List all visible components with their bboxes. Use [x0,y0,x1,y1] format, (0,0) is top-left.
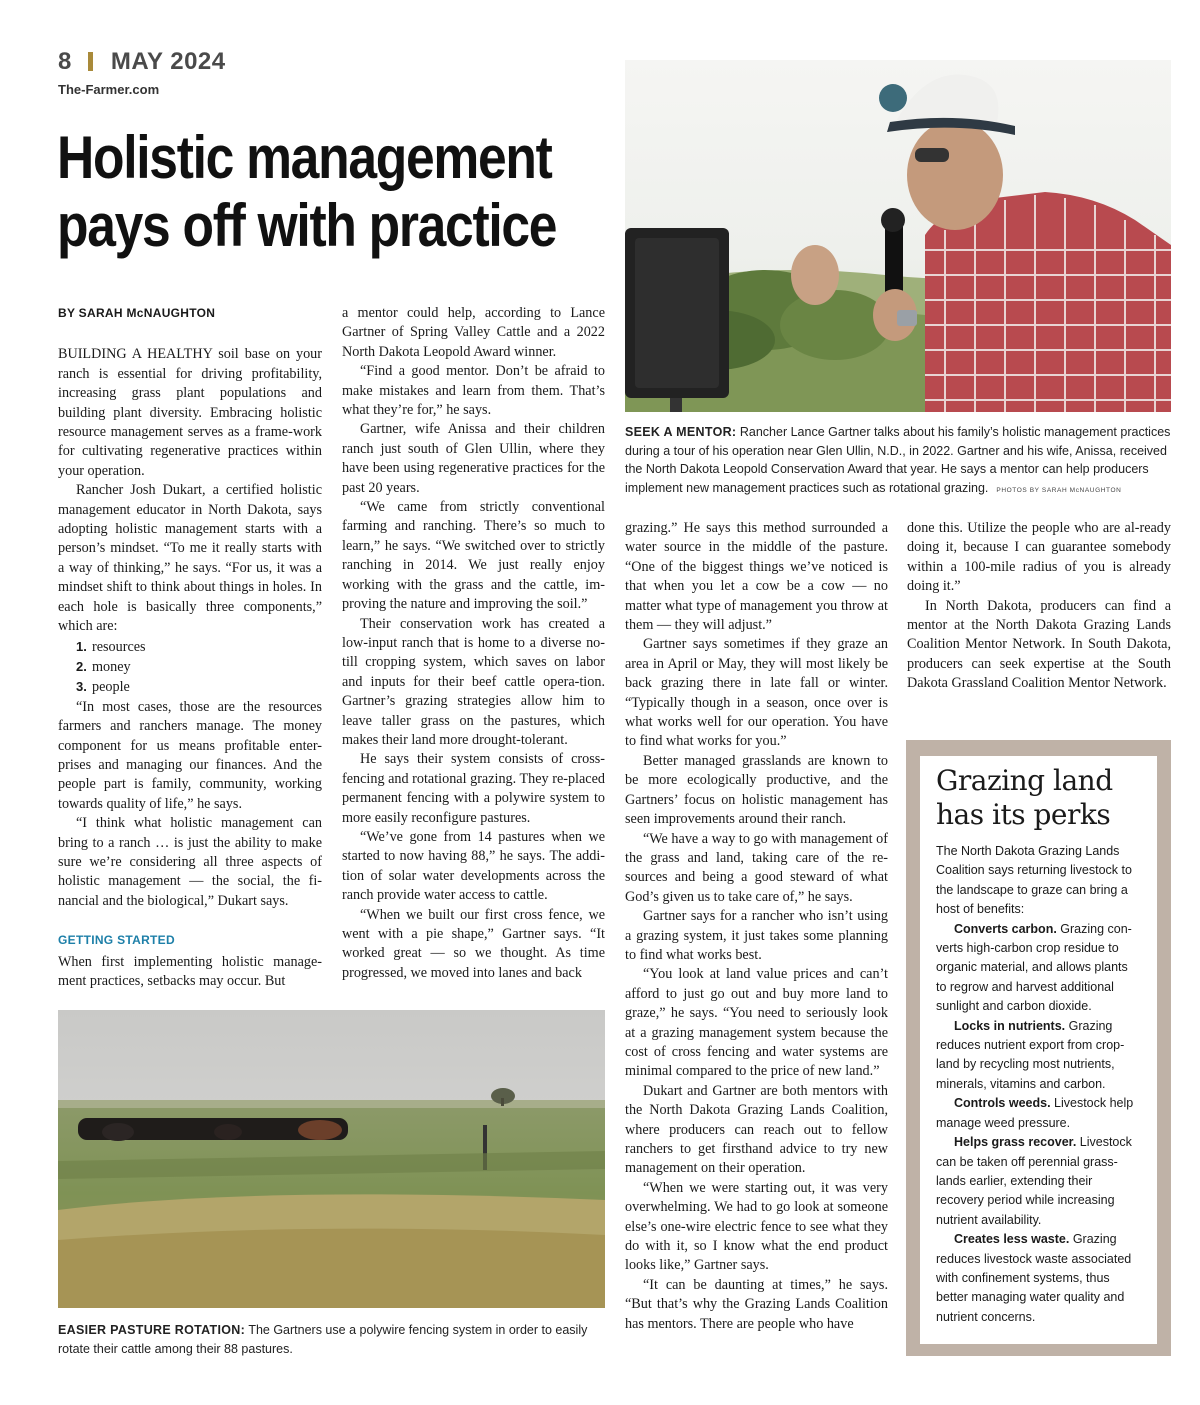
components-list [58,637,322,698]
sidebar-intro: The North Dakota Grazing Lands Coalition says returning livestock to the landscape to graze can bring a host of benefits: [936,844,1132,917]
bottom-caption-text: The Gartners use a polywire fencing system in order to easily rotate their cattle among their 88 pastures. [58,1323,588,1356]
paragraph: Dukart and Gartner are both mentors with the North Dakota Grazing Lands Coalition, where producers can reach out to fellow ranchers to get firsthand advice to try new management on their operation. [625,1082,888,1177]
list-text: resources [92,638,146,655]
sidebar-item [936,920,1141,1017]
sidebar-title-line-2: has its perks [936,798,1111,831]
issue-date: MAY 2024 [110,48,226,75]
sidebar-body [936,842,1141,1327]
paragraph: “We’ve gone from 14 pastures when we started to now having 88,” he says. The addi-tion of solar water developments across the ranch provide water access to cattle. [342,828,605,904]
paragraph: “In most cases, those are the resources farmers and ranchers manage. The money component for us means profitable enter-prises and managing our finances. And the people part is family, community, working towards quality of life,” he says. [58,698,322,812]
paragraph: Rancher Josh Dukart, a certified holistic management educator in North Dakota, says adopting holistic management starts with a person’s mindset. “To me it really starts with a way of thinking,” he says. “For us, it was a mindset shift to think about things in holes. In each hole is basically three components,” which are: [58,482,322,635]
top-photo-caption [625,423,1175,500]
sidebar-item-label: Creates less waste. [954,1232,1070,1247]
headline-line-1: Holistic management [57,124,552,191]
list-number: 3. [76,679,87,695]
sidebar-item-text: Grazing reduces nutrient export from crop-land by recycling most nutrients, minerals, vitamins and carbon. [936,1018,1125,1091]
photo-rancher-speaking [625,60,1171,412]
paragraph: “You look at land value prices and can’t afford to just go out and buy more land to graze,” he says. “You need to seriously look at a grazing management system because the cost of cross fencing and water systems are minimal compared to the price of new land.” [625,966,888,1080]
paragraph: grazing.” He says this method surrounded a water source in the middle of the pasture. “One of the biggest things we’ve noticed is that when you let a cow be a cow — no matter what type of management you throw at them — they will adjust.” [625,520,888,634]
bottom-caption-label: EASIER PASTURE ROTATION: [58,1323,246,1337]
lead-text: soil base on your ranch is essential for driving profitability, increasing grass plant populations and building plant diversity. Embracing holistic resource management serves as a frame-work for cultivating regenerative practices within your operation. [58,346,322,479]
paragraph: Better managed grasslands are known to be more ecologically productive, and the Gartners’ focus on holistic management has seen improvements around their ranch. [625,752,888,828]
sidebar-item-label: Controls weeds. [954,1096,1051,1111]
article-column-2 [342,304,605,983]
list-number: 1. [76,638,87,654]
lead-caps: BUILDING A HEALTHY [58,346,213,363]
sidebar-item-text: Grazing con-verts high-carbon crop residue to organic material, and allows plants to regrow and harvest additional sunlight and carbon dioxide. [936,921,1132,1014]
sidebar-content [920,756,1157,1344]
paragraph: done this. Utilize the people who are al-ready doing it, because I can guarantee somebody within a 100-mile radius of you is already doing it.” [907,520,1171,595]
paragraph: He says their system consists of cross-fencing and rotational grazing. They re-placed permanent fencing with a polywire system to more easily reconfigure pastures. [342,751,605,826]
sidebar-item [936,1094,1141,1133]
list-item [58,657,322,677]
sidebar-item-label: Locks in nutrients. [954,1018,1066,1033]
lead-paragraph [58,345,322,481]
pasture-photo-illustration [58,1010,605,1308]
sidebar-title-line-1: Grazing land [936,764,1113,797]
paragraph: “It can be daunting at times,” he says. “But that’s why the Grazing Lands Coalition has mentors. There are people who have [625,1276,888,1332]
paragraph: Gartner, wife Anissa and their children ranch just south of Glen Ullin, where they have been using regenerative practices for the past 20 years. [342,421,605,496]
list-text: people [92,679,130,696]
sidebar-box [906,740,1171,1356]
paragraph: Their conservation work has created a low-input ranch that is home to a diverse no-till cropping system, which saves on labor and inputs for their beef cattle opera-tion. Gartner’s grazing strategies allow him to leave taller grass on the pastures, which makes their land more drought-tolerant. [342,615,605,748]
bottom-photo-caption [58,1321,618,1358]
sidebar-item [936,1230,1141,1327]
sidebar-item-text: Livestock help manage weed pressure. [936,1096,1134,1130]
list-item [58,677,322,697]
paragraph: “Find a good mentor. Don’t be afraid to make mistakes and learn from them. That’s what they’re for,” he says. [342,363,605,419]
paragraph: Gartner says sometimes if they graze an area in April or May, they will most likely be back grazing there in late fall or winter. “Typically though in a season, once over is what works well for our operation. You have to find what works for you.” [625,636,888,750]
paragraph: a mentor could help, according to Lance Gartner of Spring Valley Cattle and a 2022 North Dakota Leopold Award winner. [342,305,605,360]
article-column-4 [907,519,1171,694]
subhead-getting-started: GETTING STARTED [58,933,175,948]
page-folio [58,48,226,76]
top-caption-label: SEEK A MENTOR: [625,425,737,439]
byline: BY SARAH McNAUGHTON [58,306,216,320]
paragraph: In North Dakota, producers can find a mentor at the North Dakota Grazing Lands Coalition Mentor Network. In South Dakota, producers can seek expertise at the South Dakota Grassland Coalition Mentor Network. [907,597,1171,692]
sidebar-item-text: Grazing reduces livestock waste associated with confinement systems, thus better managing water quality and nutrient concerns. [936,1232,1132,1324]
sidebar-item-text: Livestock can be taken off perennial grass-lands earlier, extending their recovery period while increasing nutrient availability. [936,1135,1132,1227]
photo-credit: PHOTOS BY SARAH McNAUGHTON [996,486,1122,494]
site-name: The-Farmer.com [58,82,160,97]
photo-cattle-pasture [58,1010,605,1308]
headline [57,124,557,260]
article-column-3 [625,519,888,1334]
paragraph: Gartner says for a rancher who isn’t using a grazing system, it just takes some planning to find what works best. [625,908,888,963]
paragraph: “When we built our first cross fence, we went with a pie shape,” Gartner says. “It worked great — so we thought. As time progressed, we moved into lanes and back [342,906,605,981]
top-caption-text: Rancher Lance Gartner talks about his family’s holistic management practices during a tour of his operation near Glen Ullin, N.D., in 2022. Gartner and his wife, Anissa, received the North Dakota Leopold Conservation Award that year. He says a mentor can help producers implement new management practices such as rotational grazing. [625,425,1171,495]
list-number: 2. [76,658,87,674]
page-number: 8 [58,48,72,75]
list-item [58,637,322,657]
list-text: money [92,658,131,675]
sidebar-item-label: Converts carbon. [954,921,1057,936]
paragraph: “We came from strictly conventional farming and ranching. There’s so much to learn,” he says. “We switched over to strictly ranching in 2014. We just really enjoy working with the grass and the cattle, im-proving the nature and improving the soil.” [342,499,605,613]
sidebar-item [936,1017,1141,1095]
article-column-1 [58,304,322,991]
rancher-photo-illustration [625,60,1171,412]
paragraph: “We have a way to go with management of the grass and land, taking care of the re-sources and being a good steward of what God’s given us to take care of,” he says. [625,830,888,905]
paragraph: “I think what holistic management can bring to a ranch … is just the ability to make sure we’re considering all three aspects of holistic management — the social, the fi-nancial and the biological,” Dukart says. [58,815,322,909]
sidebar-item-label: Helps grass recover. [954,1135,1077,1150]
sidebar-title [936,764,1141,832]
folio-divider [88,52,93,71]
paragraph: “When we were starting out, it was very overwhelming. We had to go look at someone else’s one-wire electric fence to see what they do with it, so I know what the end product looks like,” Gartner says. [625,1179,888,1274]
sidebar-item [936,1133,1141,1230]
paragraph: When first implementing holistic manage-ment practices, setbacks may occur. But [58,953,322,989]
headline-line-2: pays off with practice [57,192,557,259]
